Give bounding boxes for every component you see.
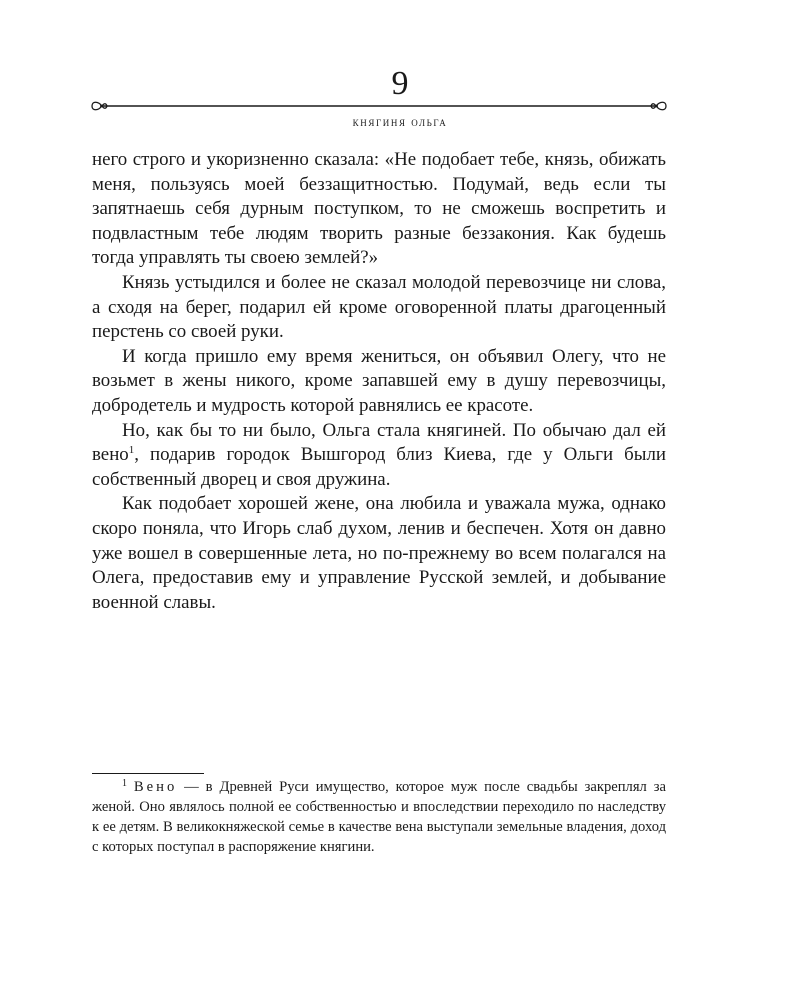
running-head: княгиня ольга: [352, 115, 448, 129]
page-number: 9: [391, 65, 409, 102]
paragraph-1: него строго и укоризненно сказала: «Не подобает тебе, князь, обижать меня, пользуясь моей беззащитностью. Подумай, ведь если ты запятнаешь себя дурным поступком, то не сможешь воспретить и подвластным тебе людям творить разные беззакония. Как будешь тогда управлять ты своею землей?»: [92, 149, 666, 269]
footnote-reference[interactable]: 1: [128, 444, 135, 457]
header-ornament-rule: [90, 100, 668, 112]
paragraph-4-start: Но, как бы то ни было, Ольга стала княгиней. По обычаю дал ей вено: [92, 419, 666, 466]
paragraph-2: Князь устыдился и более не сказал молодой перевозчице ни слова, а сходя на берег, подарил ей кроме оговоренной платы драгоценный перстень со своей руки.: [92, 271, 666, 343]
footnote: [92, 777, 666, 857]
footnote-text: — в Древней Руси имущество, которое муж после свадьбы закреплял за женой. Оно являлось полной ее собственностью и впоследствии переходило по наследству к ее детям. В великокняжеской семье в качестве вена выступали земельные владения, доход с которых поступал в распоряжение княгини.: [92, 779, 666, 855]
footnote-mark: 1: [122, 778, 127, 789]
paragraph-4-end: , подарив городок Вышгород близ Киева, где у Ольги были собственный дворец и своя дружина.: [92, 444, 666, 490]
paragraph-4: [92, 419, 666, 493]
footnote-divider: [92, 773, 204, 774]
footnote-term: Вено: [133, 779, 178, 795]
paragraph-3: И когда пришло ему время жениться, он объявил Олегу, что не возьмет в жены никого, кроме запавшей ему в душу перевозчицы, добродетель и мудрость которой равнялись ее красоте.: [92, 345, 666, 416]
main-text: [92, 148, 666, 615]
paragraph-5: Как подобает хорошей жене, она любила и уважала мужа, однако скоро поняла, что Игорь слаб духом, ленив и беспечен. Хотя он давно уже вошел в совершенные лета, но по-прежнему во всем полагался на Олега, предоставив ему и управление Русской землей, и добывание военной славы.: [92, 493, 666, 613]
